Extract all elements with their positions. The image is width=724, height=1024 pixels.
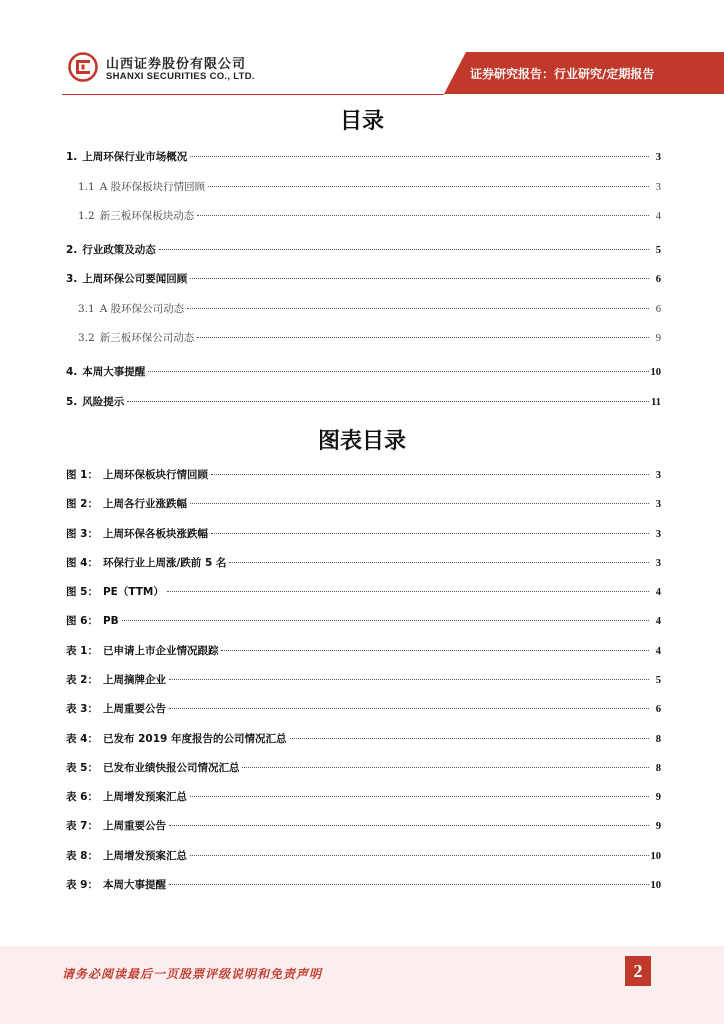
figure-item-number: 图 6： bbox=[66, 615, 98, 627]
figure-item-number: 表 3： bbox=[66, 703, 98, 715]
dot-leader bbox=[159, 249, 649, 250]
page-header bbox=[0, 0, 724, 100]
toc-item-page: 6 bbox=[655, 274, 661, 285]
toc-item-3-2[interactable] bbox=[66, 330, 661, 348]
figure-item-number: 图 5： bbox=[66, 586, 98, 598]
dot-leader bbox=[197, 215, 649, 216]
figure-item-label: 已发布 2019 年度报告的公司情况汇总 bbox=[102, 733, 287, 745]
toc-item-page: 3 bbox=[655, 182, 661, 193]
dot-leader bbox=[211, 533, 649, 534]
figure-item-number: 表 9： bbox=[66, 879, 98, 891]
toc-item-1-1[interactable] bbox=[66, 179, 661, 197]
dot-leader bbox=[221, 650, 649, 651]
dot-leader bbox=[242, 767, 649, 768]
figure-item-label: 本周大事提醒 bbox=[102, 879, 166, 891]
figure-item-page: 6 bbox=[655, 704, 661, 715]
figure-item-number: 表 4： bbox=[66, 733, 98, 745]
toc-item-page: 11 bbox=[651, 397, 661, 408]
figure-item-page: 3 bbox=[655, 499, 661, 510]
toc-item-1-2[interactable] bbox=[66, 208, 661, 226]
figure-item-number: 图 2： bbox=[66, 498, 98, 510]
figure-item-number: 图 1： bbox=[66, 469, 98, 481]
toc-item-label: 风险提示 bbox=[82, 396, 125, 408]
toc-item-number: 3. bbox=[66, 273, 78, 285]
toc-item-5[interactable] bbox=[66, 394, 661, 412]
figure-item-page: 3 bbox=[655, 529, 661, 540]
toc-item-page: 6 bbox=[655, 304, 661, 315]
dot-leader bbox=[169, 679, 649, 680]
toc-item-page: 3 bbox=[655, 152, 661, 163]
figure-item-label: 已申请上市企业情况跟踪 bbox=[102, 645, 219, 657]
shanxi-securities-logo-icon bbox=[68, 52, 98, 82]
company-name-en: SHANXI SECURITIES CO., LTD. bbox=[106, 71, 255, 82]
figure-item-number: 表 8： bbox=[66, 850, 98, 862]
figure-item-6[interactable] bbox=[66, 613, 661, 631]
figure-item-label: 上周环保各板块涨跌幅 bbox=[102, 528, 208, 540]
page-number: 2 bbox=[625, 956, 651, 986]
figure-item-label: PB bbox=[102, 615, 119, 627]
toc-item-label: 上周环保公司要闻回顾 bbox=[82, 273, 188, 285]
toc-item-number: 3.2 bbox=[78, 332, 95, 344]
dot-leader bbox=[190, 855, 649, 856]
toc-item-label: 新三板环保板块动态 bbox=[99, 210, 195, 222]
toc-item-label: 本周大事提醒 bbox=[82, 366, 146, 378]
dot-leader bbox=[169, 708, 649, 709]
dot-leader bbox=[127, 401, 649, 402]
dot-leader bbox=[190, 278, 649, 279]
figure-item-number: 表 7： bbox=[66, 820, 98, 832]
figure-item-label: 上周各行业涨跌幅 bbox=[102, 498, 187, 510]
toc-item-number: 1.2 bbox=[78, 210, 95, 222]
figure-item-page: 4 bbox=[655, 587, 661, 598]
dot-leader bbox=[167, 591, 649, 592]
report-type-label: 证券研究报告：行业研究/定期报告 bbox=[470, 67, 655, 81]
toc-item-label: A 股环保公司动态 bbox=[99, 303, 185, 315]
figure-item-label: 环保行业上周涨/跌前 5 名 bbox=[102, 557, 227, 569]
figure-item-page: 9 bbox=[655, 821, 661, 832]
dot-leader bbox=[190, 796, 649, 797]
figure-item-page: 3 bbox=[655, 470, 661, 481]
figure-item-number: 图 3： bbox=[66, 528, 98, 540]
toc-item-label: 新三板环保公司动态 bbox=[99, 332, 195, 344]
dot-leader bbox=[187, 308, 649, 309]
toc-item-3[interactable] bbox=[66, 271, 661, 289]
figure-item-label: 上周重要公告 bbox=[102, 703, 166, 715]
toc-item-number: 4. bbox=[66, 366, 78, 378]
toc-item-3-1[interactable] bbox=[66, 301, 661, 319]
table-item-9[interactable] bbox=[66, 877, 661, 895]
figure-item-page: 8 bbox=[655, 734, 661, 745]
toc-item-label: 行业政策及动态 bbox=[82, 244, 156, 256]
figure-item-number: 图 4： bbox=[66, 557, 98, 569]
figure-item-5[interactable] bbox=[66, 584, 661, 602]
figure-item-page: 8 bbox=[655, 763, 661, 774]
figures-title: 图表目录 bbox=[317, 429, 406, 454]
toc-item-number: 1.1 bbox=[78, 181, 95, 193]
figure-item-3[interactable] bbox=[66, 526, 661, 544]
figure-item-label: 上周重要公告 bbox=[102, 820, 166, 832]
toc-item-page: 10 bbox=[650, 367, 661, 378]
toc-title: 目录 bbox=[339, 109, 384, 134]
figure-item-page: 4 bbox=[655, 616, 661, 627]
toc-item-label: A 股环保板块行情回顾 bbox=[99, 181, 206, 193]
disclaimer-notice: 请务必阅读最后一页股票评级说明和免责声明 bbox=[62, 967, 323, 981]
figure-item-number: 表 2： bbox=[66, 674, 98, 686]
figure-item-page: 9 bbox=[655, 792, 661, 803]
figure-item-label: PE（TTM） bbox=[102, 586, 164, 598]
toc-item-1[interactable] bbox=[66, 149, 661, 167]
toc-item-4[interactable] bbox=[66, 364, 661, 382]
toc-item-number: 3.1 bbox=[78, 303, 95, 315]
figure-item-page: 5 bbox=[655, 675, 661, 686]
toc-item-page: 5 bbox=[655, 245, 661, 256]
figure-item-number: 表 1： bbox=[66, 645, 98, 657]
toc-item-number: 1. bbox=[66, 151, 78, 163]
dot-leader bbox=[208, 186, 649, 187]
toc-item-number: 5. bbox=[66, 396, 78, 408]
page-footer bbox=[0, 946, 724, 1024]
table-item-2[interactable] bbox=[66, 672, 661, 690]
figure-item-label: 上周摘牌企业 bbox=[102, 674, 166, 686]
dot-leader bbox=[290, 738, 649, 739]
table-item-6[interactable] bbox=[66, 789, 661, 807]
dot-leader bbox=[229, 562, 649, 563]
toc-item-page: 9 bbox=[655, 333, 661, 344]
dot-leader bbox=[122, 620, 649, 621]
figure-item-number: 表 5： bbox=[66, 762, 98, 774]
dot-leader bbox=[169, 825, 649, 826]
dot-leader bbox=[148, 371, 648, 372]
dot-leader bbox=[211, 474, 649, 475]
toc-item-page: 4 bbox=[655, 211, 661, 222]
table-item-5[interactable] bbox=[66, 760, 661, 778]
figure-item-page: 10 bbox=[650, 851, 661, 862]
header-divider bbox=[62, 94, 444, 95]
figure-item-label: 上周环保板块行情回顾 bbox=[102, 469, 208, 481]
toc-item-label: 上周环保行业市场概况 bbox=[82, 151, 188, 163]
figure-item-label: 已发布业绩快报公司情况汇总 bbox=[102, 762, 240, 774]
figure-item-4[interactable] bbox=[66, 555, 661, 573]
table-item-4[interactable] bbox=[66, 731, 661, 749]
figure-item-label: 上周增发预案汇总 bbox=[102, 850, 187, 862]
figure-item-number: 表 6： bbox=[66, 791, 98, 803]
dot-leader bbox=[197, 337, 649, 338]
figure-item-2[interactable] bbox=[66, 496, 661, 514]
table-item-1[interactable] bbox=[66, 643, 661, 661]
figure-item-page: 10 bbox=[650, 880, 661, 891]
toc-item-number: 2. bbox=[66, 244, 78, 256]
dot-leader bbox=[169, 884, 649, 885]
toc-item-2[interactable] bbox=[66, 242, 661, 260]
company-name-cn: 山西证券股份有限公司 bbox=[106, 57, 247, 72]
figure-item-1[interactable] bbox=[66, 467, 661, 485]
table-item-3[interactable] bbox=[66, 701, 661, 719]
table-item-7[interactable] bbox=[66, 818, 661, 836]
figure-item-page: 3 bbox=[655, 558, 661, 569]
figure-item-page: 4 bbox=[655, 646, 661, 657]
table-item-8[interactable] bbox=[66, 848, 661, 866]
figure-item-label: 上周增发预案汇总 bbox=[102, 791, 187, 803]
dot-leader bbox=[190, 156, 649, 157]
dot-leader bbox=[190, 503, 649, 504]
